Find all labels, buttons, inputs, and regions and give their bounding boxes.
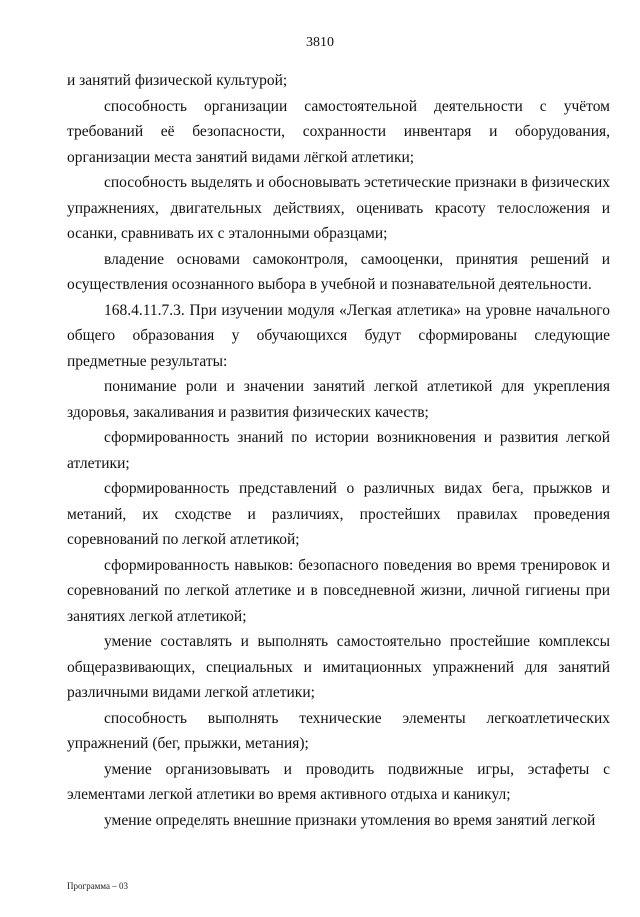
paragraph: владение основами самоконтроля, самооценки, принятия решений и осуществления осознанного выбора в учебной и познавательной деятельности. [67, 250, 610, 293]
paragraph: сформированность навыков: безопасного поведения во время тренировок и соревнований по легкой атлетике и в повседневной жизни, личной гигиены при занятиях легкой атлетикой; [67, 556, 610, 625]
paragraph: понимание роли и значении занятий легкой атлетикой для укрепления здоровья, закаливания и развития физических качеств; [67, 378, 610, 421]
paragraph: умение организовывать и проводить подвижные игры, эстафеты с элементами легкой атлетики во время активного отдыха и каникул; [67, 760, 610, 803]
paragraph: 168.4.11.7.3. При изучении модуля «Легкая атлетика» на уровне начального общего образования у обучающихся будут сформированы следующие предметные результаты: [67, 301, 610, 370]
paragraph: сформированность знаний по истории возникновения и развития легкой атлетики; [67, 429, 610, 472]
paragraph: умение составлять и выполнять самостоятельно простейшие комплексы общеразвивающих, специальных и имитационных упражнений для занятий различными видами легкой атлетики; [67, 633, 610, 701]
paragraph: и занятий физической культурой; [67, 72, 288, 89]
paragraph: сформированность представлений о различных видах бега, прыжков и метаний, их сходстве и различиях, простейших правилах проведения соревнований по легкой атлетикой; [67, 480, 610, 548]
document-body [67, 68, 610, 833]
footer-note: Программа – 03 [67, 881, 129, 891]
paragraph: способность выделять и обосновывать эстетические признаки в физических упражнениях, двигательных действиях, оценивать красоту телосложения и осанки, сравнивать их с эталонными образцами; [67, 174, 610, 242]
paragraph: способность выполнять технические элементы легкоатлетических упражнений (бег, прыжки, метания); [67, 709, 610, 752]
paragraph: способность организации самостоятельной деятельности с учётом требований её безопасности, сохранности инвентаря и оборудования, организации места занятий видами лёгкой атлетики; [67, 97, 610, 166]
page-number: 3810 [306, 35, 334, 50]
paragraph: умение определять внешние признаки утомления во время занятий легкой [104, 811, 596, 829]
